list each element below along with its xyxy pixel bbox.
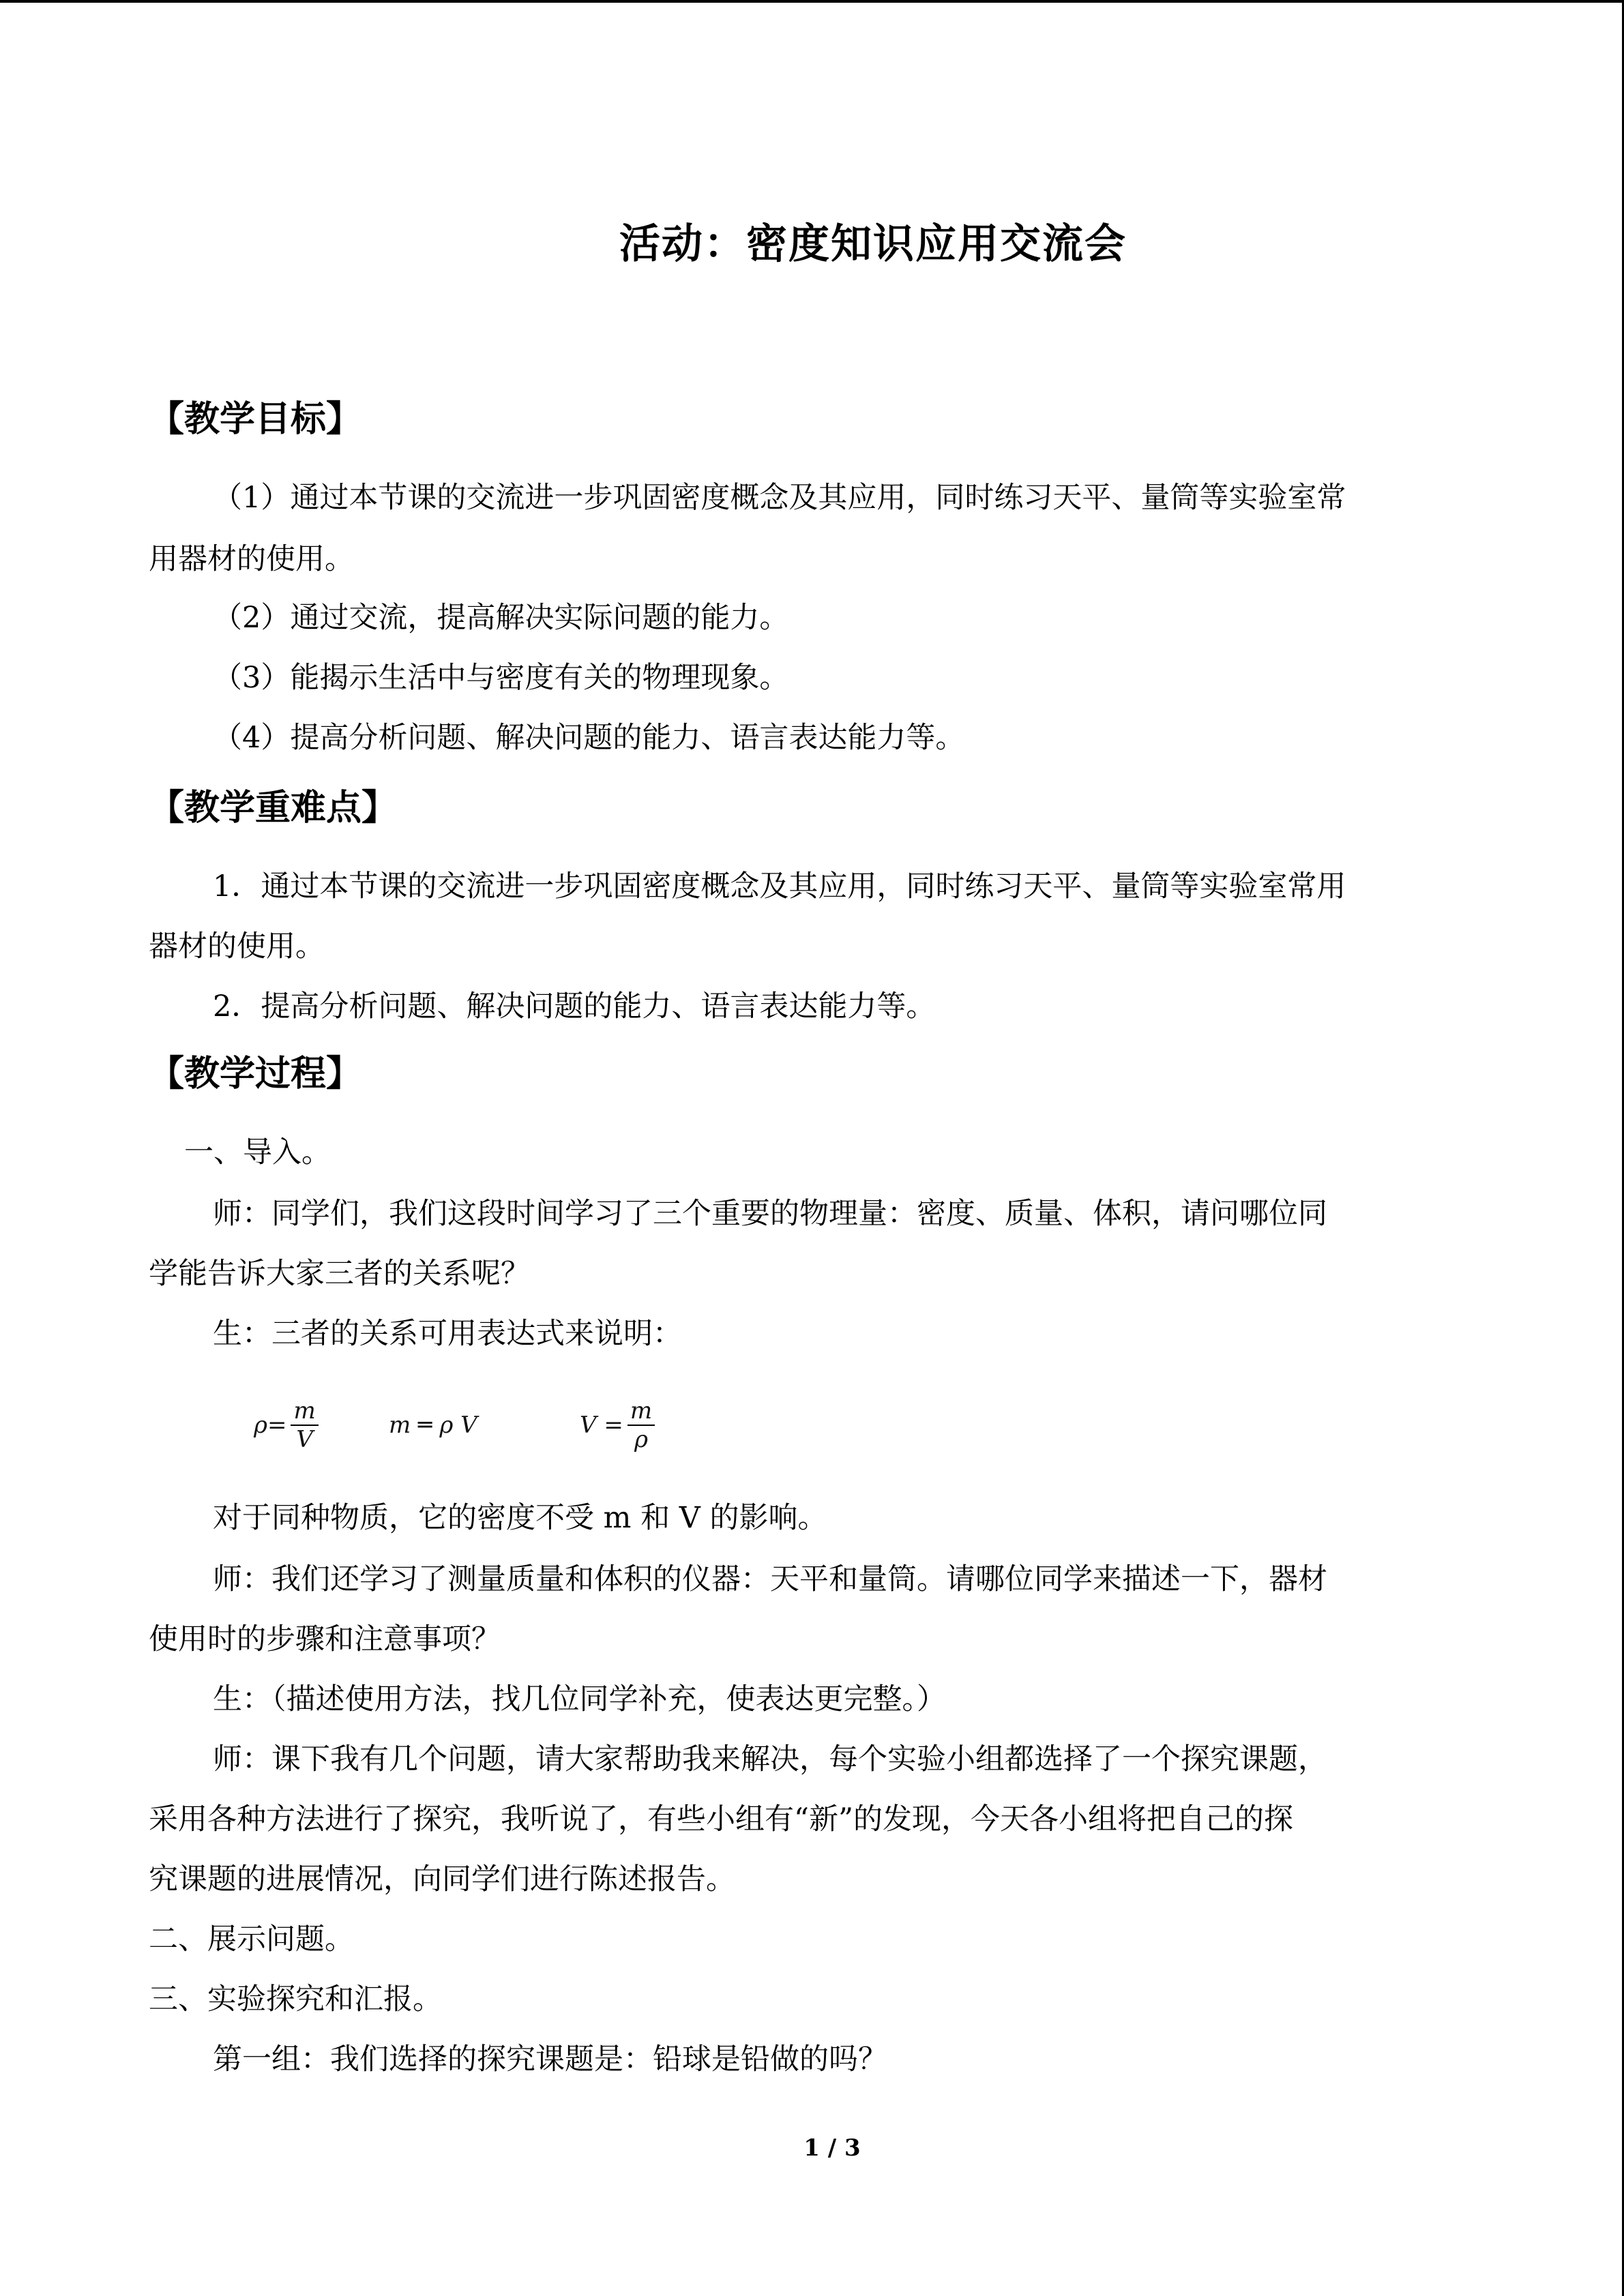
heading-objectives: 【教学目标】: [149, 399, 362, 440]
formula-volume: [580, 1391, 655, 1459]
teacher-1-line-2: 学能告诉大家三者的关系呢？: [149, 1257, 530, 1291]
top-border-line: [0, 0, 1624, 3]
formula-volume-lhs: V =: [580, 1412, 623, 1439]
formula-density-lhs: ρ=: [254, 1412, 287, 1439]
formula-mass: [389, 1391, 477, 1459]
formula-volume-denominator: ρ: [634, 1426, 648, 1453]
objective-1-line-2: 用器材的使用。: [149, 542, 354, 576]
heading-key-points: 【教学重难点】: [149, 788, 398, 829]
formula-volume-fraction: [628, 1397, 655, 1453]
teacher-1-line-1: 师：同学们，我们这段时间学习了三个重要的物理量：密度、质量、体积，请问哪位同: [213, 1197, 1327, 1231]
objective-1-line-1: （1）通过本节课的交流进一步巩固密度概念及其应用，同时练习天平、量筒等实验室常: [213, 481, 1346, 515]
student-1: 生：三者的关系可用表达式来说明：: [213, 1317, 682, 1351]
teacher-3-line-3: 究课题的进展情况，向同学们进行陈述报告。: [149, 1862, 735, 1896]
section-2-show-problems: 二、展示问题。: [149, 1922, 354, 1956]
group-1-topic: 第一组：我们选择的探究课题是：铅球是铅做的吗？: [213, 2042, 887, 2076]
teacher-3-line-1: 师：课下我有几个问题，请大家帮助我来解决，每个实验小组都选择了一个探究课题，: [213, 1742, 1327, 1776]
student-2: 生：（描述使用方法，找几位同学补充，使表达更完整。）: [213, 1682, 946, 1716]
formula-density: [254, 1391, 319, 1459]
objective-3: （3）能揭示生活中与密度有关的物理现象。: [213, 661, 789, 695]
section-3-experiments: 三、实验探究和汇报。: [149, 1982, 442, 2016]
heading-process: 【教学过程】: [149, 1054, 362, 1094]
formula-density-numerator: m: [291, 1397, 318, 1426]
key-point-2: 2．提高分析问题、解决问题的能力、语言表达能力等。: [213, 989, 936, 1024]
objective-4: （4）提高分析问题、解决问题的能力、语言表达能力等。: [213, 721, 965, 755]
objective-2: （2）通过交流，提高解决实际问题的能力。: [213, 601, 789, 635]
document-title: 活动：密度知识应用交流会: [619, 220, 1127, 268]
teacher-2-line-2: 使用时的步骤和注意事项？: [149, 1622, 501, 1656]
formula-mass-text: m ═ ρ V: [389, 1412, 477, 1439]
density-note: 对于同种物质，它的密度不受 m 和 V 的影响。: [213, 1501, 827, 1535]
formula-density-denominator: V: [296, 1426, 313, 1453]
page-number: 1 / 3: [803, 2134, 861, 2162]
teacher-3-line-2: 采用各种方法进行了探究，我听说了，有些小组有“新”的发现，今天各小组将把自己的探: [149, 1802, 1293, 1836]
section-1-intro: 一、导入。: [184, 1135, 331, 1169]
formula-volume-numerator: m: [628, 1397, 655, 1426]
key-point-1-line-2: 器材的使用。: [149, 929, 325, 964]
key-point-1-line-1: 1．通过本节课的交流进一步巩固密度概念及其应用，同时练习天平、量筒等实验室常用: [213, 869, 1346, 904]
formula-density-fraction: [291, 1397, 318, 1453]
teacher-2-line-1: 师：我们还学习了测量质量和体积的仪器：天平和量筒。请哪位同学来描述一下，器材: [213, 1562, 1327, 1596]
